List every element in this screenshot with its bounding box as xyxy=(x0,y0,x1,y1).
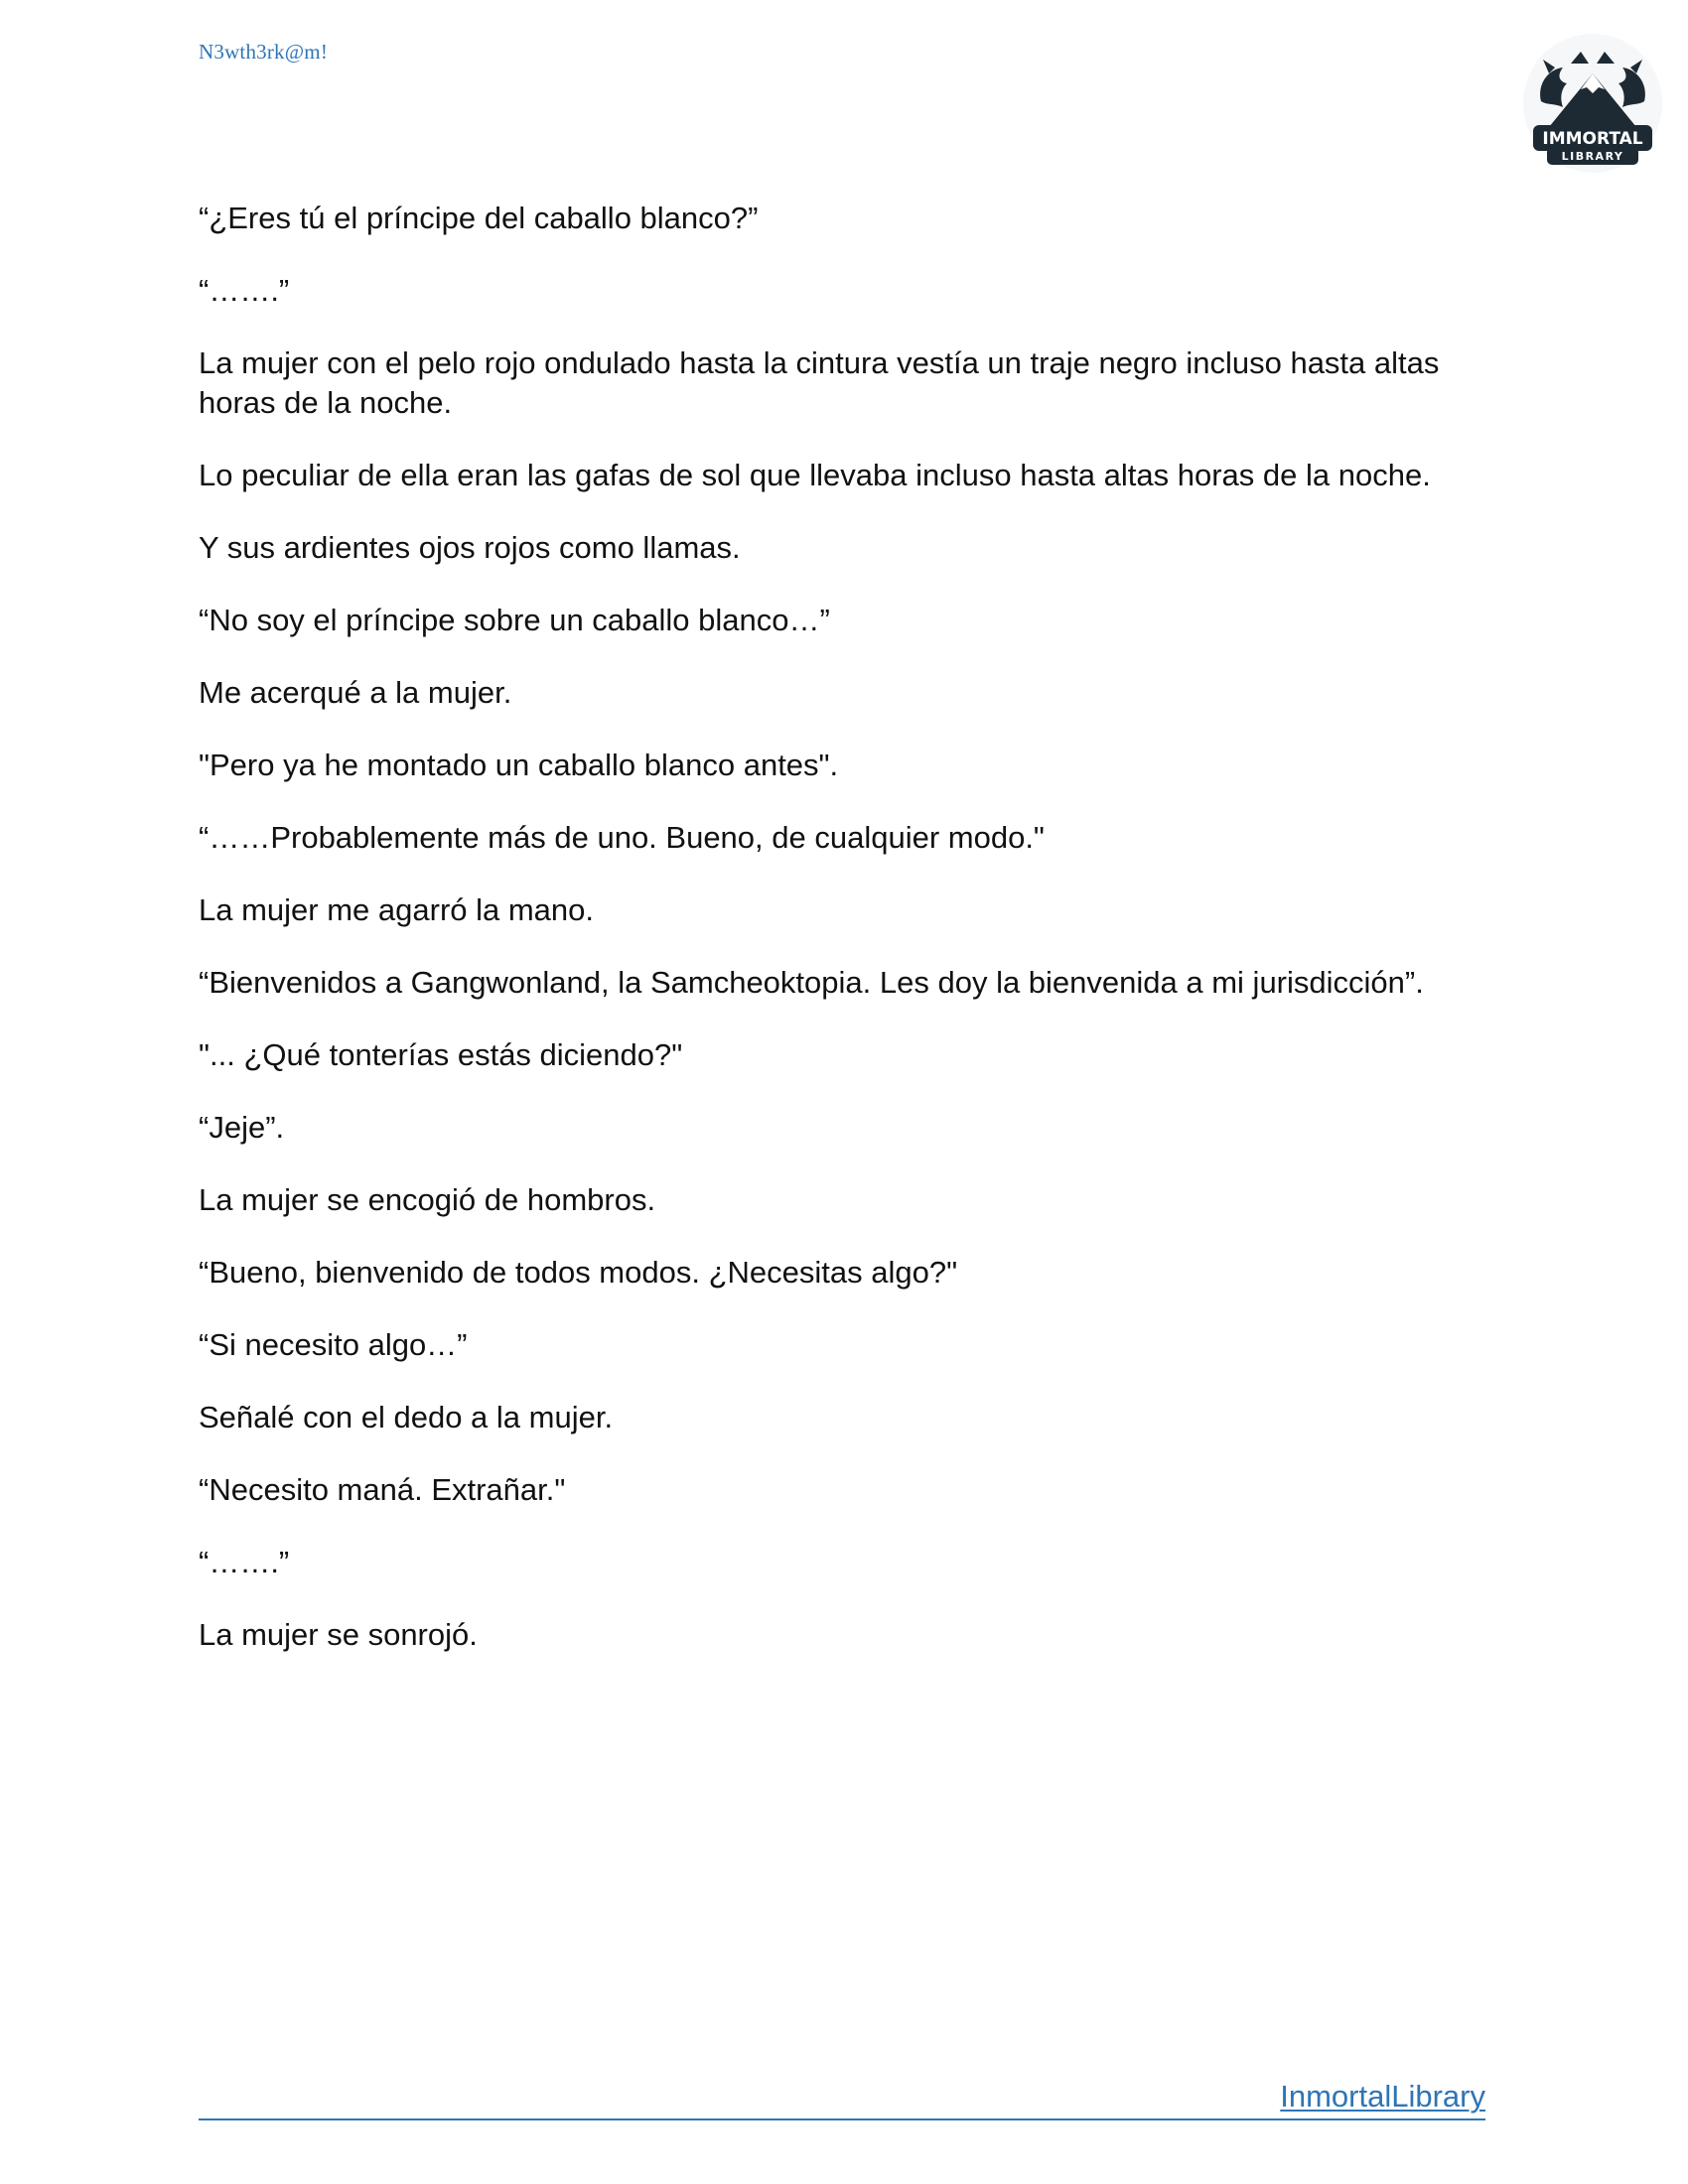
paragraph: La mujer me agarró la mano. xyxy=(199,892,595,927)
paragraph: “No soy el príncipe sobre un caballo blanco…” xyxy=(199,603,830,637)
paragraph: La mujer se sonrojó. xyxy=(199,1617,478,1652)
paragraph: “Necesito maná. Extrañar." xyxy=(199,1472,566,1507)
immortal-library-logo xyxy=(1519,30,1666,177)
paragraph: “…….” xyxy=(199,1545,290,1579)
paragraph: Lo peculiar de ella eran las gafas de sol que llevaba incluso hasta altas horas de la noche. xyxy=(199,458,1431,492)
paragraph: “Bienvenidos a Gangwonland, la Samcheoktopia. Les doy la bienvenida a mi jurisdicción”. xyxy=(199,965,1424,1000)
paragraph: “Si necesito algo…” xyxy=(199,1327,468,1362)
paragraph: “Bueno, bienvenido de todos modos. ¿Necesitas algo?" xyxy=(199,1255,958,1290)
paragraph: Señalé con el dedo a la mujer. xyxy=(199,1400,614,1434)
footer xyxy=(199,2075,1485,2120)
header-tag: N3wth3rk@m! xyxy=(199,40,329,64)
paragraph: La mujer se encogió de hombros. xyxy=(199,1182,656,1217)
document-body xyxy=(199,199,1470,1688)
paragraph: La mujer con el pelo rojo ondulado hasta la cintura vestía un traje negro incluso hasta altas horas de la noche. xyxy=(199,345,1449,420)
footer-library-link[interactable]: InmortalLibrary xyxy=(1280,2079,1485,2114)
logo-line1: IMMORTAL xyxy=(1542,129,1643,149)
paragraph: Y sus ardientes ojos rojos como llamas. xyxy=(199,530,741,565)
paragraph: Me acerqué a la mujer. xyxy=(199,675,512,710)
paragraph: “Jeje”. xyxy=(199,1110,285,1145)
paragraph: “…….” xyxy=(199,273,290,308)
logo-line2: LIBRARY xyxy=(1561,150,1624,163)
paragraph: “¿Eres tú el príncipe del caballo blanco?” xyxy=(199,201,759,235)
paragraph: "... ¿Qué tonterías estás diciendo?" xyxy=(199,1037,683,1072)
paragraph: "Pero ya he montado un caballo blanco antes". xyxy=(199,748,839,782)
paragraph: “……Probablemente más de uno. Bueno, de cualquier modo." xyxy=(199,820,1045,855)
